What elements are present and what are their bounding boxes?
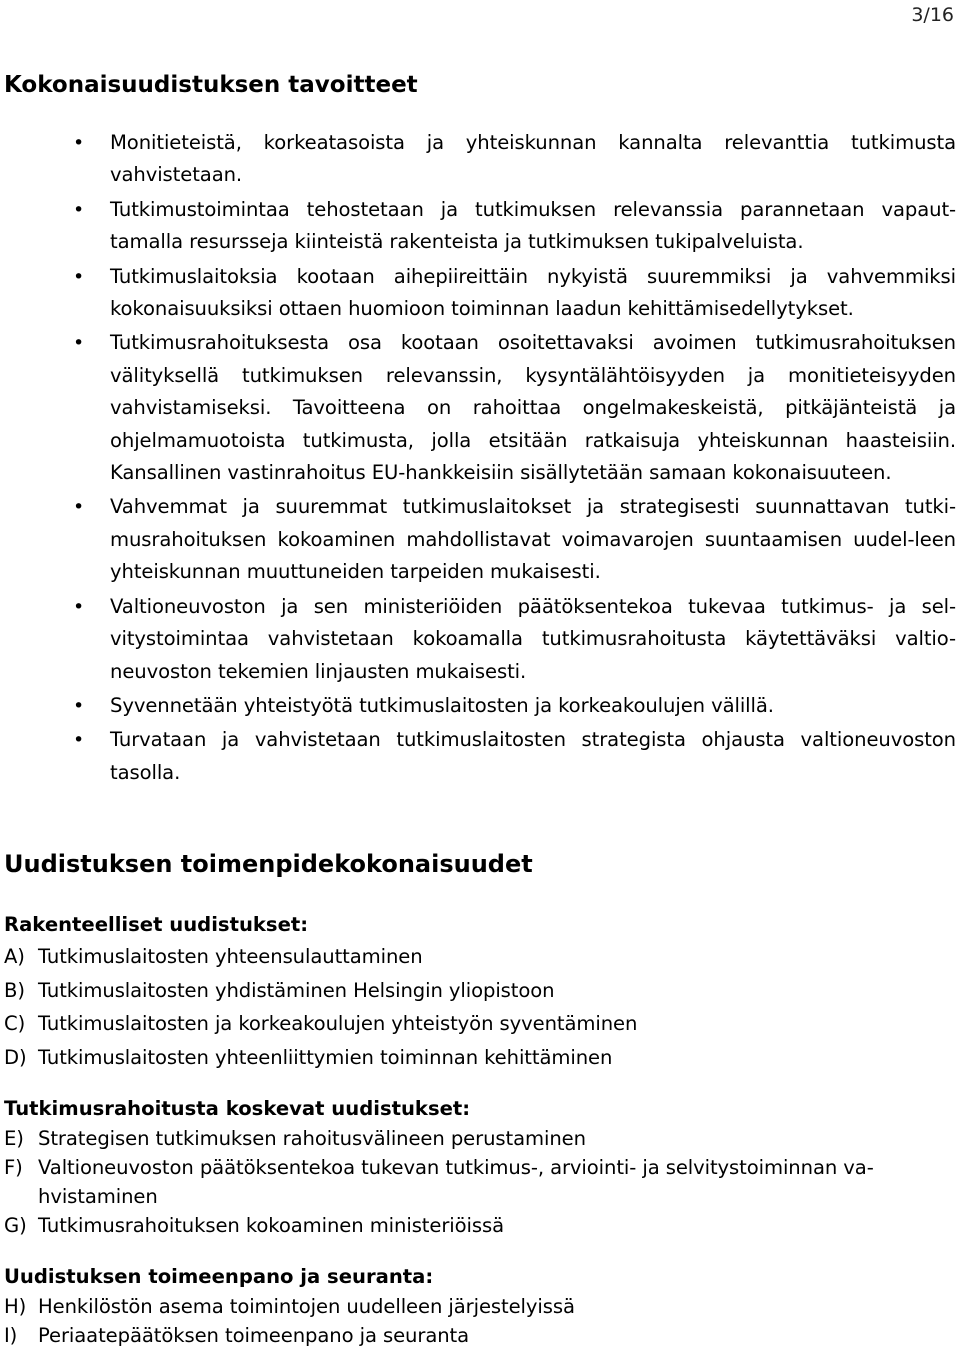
goal-item: • Vahvemmat ja suuremmat tutkimuslaitokset ja strategisesti suunnattavan tutki-musrahoituksen kokoaminen mahdollistavat voimavarojen suuntaamisen uudel-leen yhteiskunnan muuttuneiden tarpeiden mukaisesti. [0,491,958,588]
measure-item [4,940,958,974]
goal-item: • Syvennetään yhteistyötä tutkimuslaitosten ja korkeakoulujen välillä. [0,690,958,722]
goal-item: • Tutkimusrahoituksesta osa kootaan osoitettavaksi avoimen tutkimusrahoituksen välityksellä tutkimuksen relevanssin, kysyntälähtöisyyden ja monitieteisyyden vahvistamiseksi. Tavoitteena on rahoittaa ongelmakeskeistä, pitkäjänteistä ja ohjelmamuotoista tutkimusta, jolla etsitään ratkaisuja yhteiskunnan haasteisiin. Kansallinen vastinrahoitus EU-hankkeisiin sisällytetään samaan kokonaisuuteen. [0,327,958,489]
measure-item [4,1211,958,1240]
measure-text: Strategisen tutkimuksen rahoitusvälineen perustaminen [38,1127,586,1150]
goal-item: • Monitieteistä, korkeatasoista ja yhteiskunnan kannalta relevanttia tutkimusta vahvistetaan. [0,127,958,192]
funding-reforms-section [4,1094,958,1240]
structural-reforms-section [4,910,958,1074]
goals-title: Kokonaisuudistuksen tavoitteet [4,72,418,98]
measure-text: Periaatepäätöksen toimeenpano ja seuranta [38,1324,470,1347]
implementation-section [4,1262,958,1350]
measure-item [4,974,958,1008]
measure-letter: D) [4,1045,27,1069]
measure-item [4,1153,958,1211]
measures-title: Uudistuksen toimenpidekokonaisuudet [4,850,533,878]
measure-text: Valtioneuvoston päätöksentekoa tukevan tutkimus-, arviointi- ja selvitystoiminnan va-hvistaminen [38,1156,874,1208]
measure-item [4,1292,958,1321]
measure-item [4,1321,958,1350]
measure-letter: I) [4,1324,18,1347]
measure-letter: F) [4,1156,23,1179]
measure-text: Tutkimuslaitosten yhdistäminen Helsingin yliopistoon [38,978,555,1002]
measure-letter: A) [4,945,25,968]
goal-item: • Tutkimuslaitoksia kootaan aihepiireittäin nykyistä suuremmiksi ja vahvemmiksi kokonaisuuksiksi ottaen huomioon toiminnan laadun kehittämisedellytykset. [0,261,958,326]
measure-letter: B) [4,978,25,1002]
measure-item [4,1007,958,1041]
page-number: 3/16 [911,4,954,26]
measure-letter: H) [4,1295,27,1318]
measure-item [4,1041,958,1075]
measure-letter: G) [4,1214,27,1237]
measure-text: Tutkimuslaitosten yhteensulauttaminen [38,945,423,968]
measure-letter: C) [4,1012,26,1035]
section-heading: Rakenteelliset uudistukset: [4,913,309,936]
section-heading: Tutkimusrahoitusta koskevat uudistukset: [4,1097,471,1120]
section-heading: Uudistuksen toimeenpano ja seuranta: [4,1265,434,1288]
measure-letter: E) [4,1127,24,1150]
measure-text: Henkilöstön asema toimintojen uudelleen järjestelyissä [38,1295,575,1318]
goal-item: • Valtioneuvoston ja sen ministeriöiden päätöksentekoa tukevaa tutkimus- ja sel-vitystoimintaa vahvistetaan kokoamalla tutkimusrahoitusta käytettäväksi valtio-neuvoston tekemien linjausten mukaisesti. [0,591,958,688]
measure-item [4,1124,958,1153]
measure-text: Tutkimuslaitosten ja korkeakoulujen yhteistyön syventäminen [38,1012,638,1035]
goals-list [0,127,958,791]
measure-text: Tutkimusrahoituksen kokoaminen ministeriöissä [38,1214,504,1237]
measure-text: Tutkimuslaitosten yhteenliittymien toiminnan kehittäminen [38,1045,613,1069]
goal-item: • Tutkimustoimintaa tehostetaan ja tutkimuksen relevanssia parannetaan vapaut-tamalla resursseja kiinteistä rakenteista ja tutkimuksen tukipalveluista. [0,194,958,259]
goal-item: • Turvataan ja vahvistetaan tutkimuslaitosten strategista ohjausta valtioneuvoston tasolla. [0,724,958,789]
